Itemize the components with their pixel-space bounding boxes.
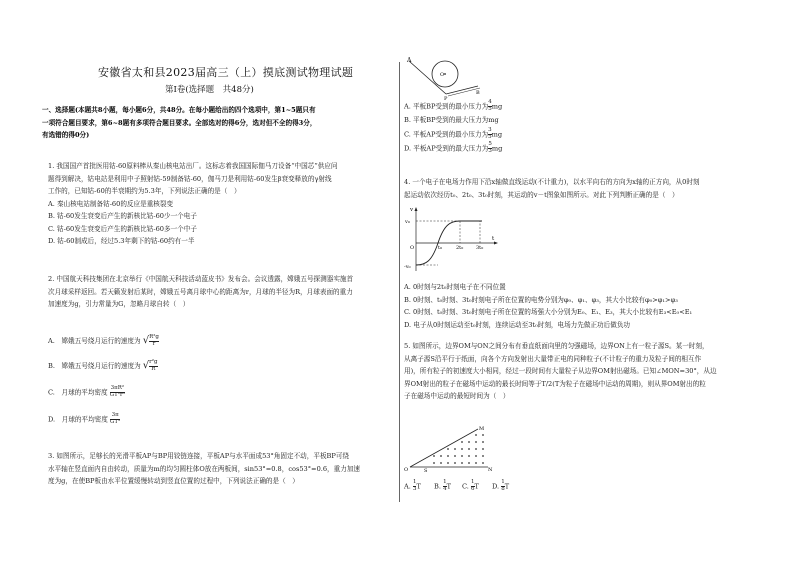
field-dot <box>433 455 435 457</box>
q4-vt-graph <box>404 205 500 273</box>
field-dot <box>461 441 463 443</box>
q5-option-b: B. $\frac{1}{4}$ T <box>434 479 451 492</box>
q4-option-a: A. 0时刻与2t₀时刻电子在不同位置 <box>404 283 506 291</box>
field-dot <box>454 462 456 464</box>
field-dot <box>475 448 477 450</box>
q5-stem-line: 5. 如图所示，边界OM与ON之间分布有垂直纸面向里的匀强磁场，边界ON上有一粒子源S。某一时刻， <box>404 342 709 350</box>
label-p: P <box>444 96 448 102</box>
q1-option-c: C. 钴-60发生衰变后产生的新核比钴-60多一个中子 <box>48 224 197 233</box>
q2-option-a: A. 嫦娥五号绕月运行的速度为 √ $\frac{\text{R²g}}{r}$ <box>48 333 159 347</box>
field-dot <box>475 441 477 443</box>
q4-stem-line: 4. 一个电子在电场力作用下沿x轴做直线运动(不计重力)，以水平向右的方向为x轴的正方向，从0时刻 <box>404 178 700 186</box>
q2-stem-line: 次月球采样返回。若天籁发射后某时，嫦娥五号离月球中心的距离为r，月球的半径为R，月球表面的重力 <box>48 287 353 296</box>
q4-option-c: C. 0时刻、t₀时刻、3t₀时刻电子所在位置的场强大小分别为E₀、E₁、E₃，其大小比较有E₃<E₀<E₁ <box>404 308 693 317</box>
q1-stem-line: 工作的，已知钴-60的半衰期约为5.3年，下列说法正确的是（ ） <box>48 187 241 196</box>
q2-option-b: B. 嫦娥五号绕月运行的速度为 √ $\frac{\text{r²g}}{R}$ <box>48 358 158 372</box>
field-dot <box>468 455 470 457</box>
graph-neg-v0: -v₀ <box>404 264 411 270</box>
graph-y-label: v <box>410 207 414 213</box>
label-s: S <box>424 468 428 474</box>
field-dot <box>440 455 442 457</box>
q2-option-d: D. 月球的平均密度 $\frac{3\pi}{\text{GT²}}$ <box>48 412 121 425</box>
q1-option-a: A. 秦山核电站制备钴-60的反应是重核裂变 <box>48 199 174 208</box>
q3-figure <box>404 56 484 102</box>
q5-stem-line: 子在磁场中运动的最短时间为（ ） <box>404 392 510 401</box>
question-1 <box>48 160 398 248</box>
field-dot <box>468 448 470 450</box>
graph-2t0: 2t₀ <box>456 245 464 251</box>
graph-t0: t₀ <box>438 245 443 251</box>
label-n: N <box>488 467 493 473</box>
q4-option-d: D. 电子从0时刻运动至t₀时刻，连续运动至3t₀时刻，电场力先做正功后做负功 <box>404 320 631 329</box>
graph-3t0: 3t₀ <box>476 245 484 251</box>
graph-x-label: t <box>492 236 495 242</box>
q2-option-c: C. 月球的平均密度 $\frac{\text{3πR²}}{\text{GT²r³}}$ <box>48 385 125 398</box>
field-dot <box>461 448 463 450</box>
field-dot <box>447 455 449 457</box>
field-dot <box>433 462 435 464</box>
column-divider <box>399 62 400 502</box>
field-dot <box>468 441 470 443</box>
q4-stem-line: 起运动依次经历t₀、2t₀、3t₀时刻，其运动的v－t图象如图所示。对此下列判断正确的是（ ） <box>404 190 679 199</box>
q1-option-b: B. 钴-60发生衰变后产生的新核比钴-60少一个电子 <box>48 212 197 221</box>
q5-option-d: D. $\frac{1}{8}$ T <box>492 479 510 492</box>
q5-stem-line: 从离子源S沿平行于纸面，向各个方向发射出大量带正电的同种粒子(不计粒子的重力及粒子间的相互作 <box>404 354 702 363</box>
field-dot <box>482 434 484 436</box>
field-dot <box>454 455 456 457</box>
q5-options <box>404 480 749 500</box>
field-dot <box>440 462 442 464</box>
section-instructions: 一、选择题(本题共8小题，每小题6分，共48分。在每小题给出的四个选项中，第1~5题只有 一项符合题目要求，第6~8题有多项符合题目要求。全部选对的得6分，选对但不全的得3分， 有选错的得0分) <box>42 106 317 140</box>
field-dot <box>447 448 449 450</box>
q5-figure <box>404 425 494 473</box>
q3-stem-line: 水平轴在竖直面内自由转动，质量为m的均匀圆柱体O放在两板间，sin53°=0.8，cos53°=0.6，重力加速 <box>48 464 361 473</box>
field-dot <box>461 455 463 457</box>
field-dot <box>482 455 484 457</box>
field-dot <box>475 455 477 457</box>
section-subtitle: 第Ⅰ卷(选择题 共48分) <box>165 85 254 95</box>
q5-stem-line: 用)，所有粒子的初速度大小相同，经过一段时间有大量粒子从边界OM射出磁场。已知∠MON=30°，从边 <box>404 367 717 376</box>
field-dot <box>482 448 484 450</box>
q5-option-c: C. $\frac{1}{6}$ T <box>462 479 479 492</box>
q5-option-a: A. $\frac{1}{3}$ T <box>404 479 421 492</box>
q3-option-c: C. 平板AP受到的最小压力为 $\frac{3}{5}$ mg <box>404 127 503 140</box>
q2-stem-line: 加速度为g，引力常量为G，忽略月球自转（ ） <box>48 300 190 309</box>
q1-option-d: D. 钴-60制成后，经过5.3年剩下的钴-60约有一半 <box>48 237 195 246</box>
label-b: B <box>476 90 480 96</box>
q4-option-b: B. 0时刻、t₀时刻、3t₀时刻电子所在位置的电势分别为φ₀、φ₁、φ₃，其大小比较有φ₀>φ₁>φ₃ <box>404 295 678 304</box>
field-dot <box>447 462 449 464</box>
field-dot <box>482 441 484 443</box>
q5-stem-line: 界OM射出的粒子在磁场中运动的最长时间等于T/2(T为粒子在磁场中运动的周期)，则从界OM射出的粒 <box>404 379 706 388</box>
label-o: O <box>440 72 445 78</box>
field-dot <box>475 462 477 464</box>
q3-option-a: A. 平板BP受到的最小压力为 $\frac{4}{5}$ mg <box>404 99 503 112</box>
field-dot <box>475 434 477 436</box>
field-dot <box>468 462 470 464</box>
page-title: 安徽省太和县2023届高三（上）摸底测试物理试题 <box>98 66 354 79</box>
label-m: M <box>479 426 485 432</box>
question-3 <box>48 450 398 488</box>
graph-v0: v₀ <box>405 219 410 225</box>
q4-options <box>404 281 749 331</box>
q3-option-d: D. 平板AP受到的最大压力为 $\frac{5}{3}$ mg <box>404 141 503 154</box>
q3-stem-line: 3. 如图所示，足够长的光滑平板AP与BP用铰链连接，平板AP与水平面成53°角固定不动，平板BP可绕 <box>48 452 350 460</box>
field-dot <box>461 462 463 464</box>
q1-stem-line: 1. 我国国产首批医用钴-60原料棒从秦山核电站出厂。这标志着我国国际伽马刀设备“中国芯”供应问 <box>48 162 338 170</box>
label-o: O <box>404 467 409 473</box>
label-a: A <box>407 57 412 64</box>
q3-stem-line: 度为g，在使BP板由水平位置缓慢转动到竖直位置的过程中，下列说法正确的是（ ） <box>48 477 299 486</box>
question-2 <box>48 273 398 311</box>
q3-option-b: B. 平板BP受到的最大压力为mg <box>404 116 499 124</box>
graph-origin: O <box>410 245 415 251</box>
question-5 <box>404 340 749 403</box>
q3-options <box>404 100 744 156</box>
q1-stem-line: 题得到解决，钴电站是利用中子照射钴-59制备钴-60，伽马刀是利用钴-60发生β衰变释放的γ射线 <box>48 174 332 183</box>
field-dot <box>454 448 456 450</box>
question-4 <box>404 176 749 201</box>
q2-stem-line: 2. 中国航天科技集团在北京举行《中国航天科技活动蓝皮书》发布会。会议透露，嫦娥五号探测器实施首 <box>48 275 354 283</box>
field-dot <box>482 462 484 464</box>
